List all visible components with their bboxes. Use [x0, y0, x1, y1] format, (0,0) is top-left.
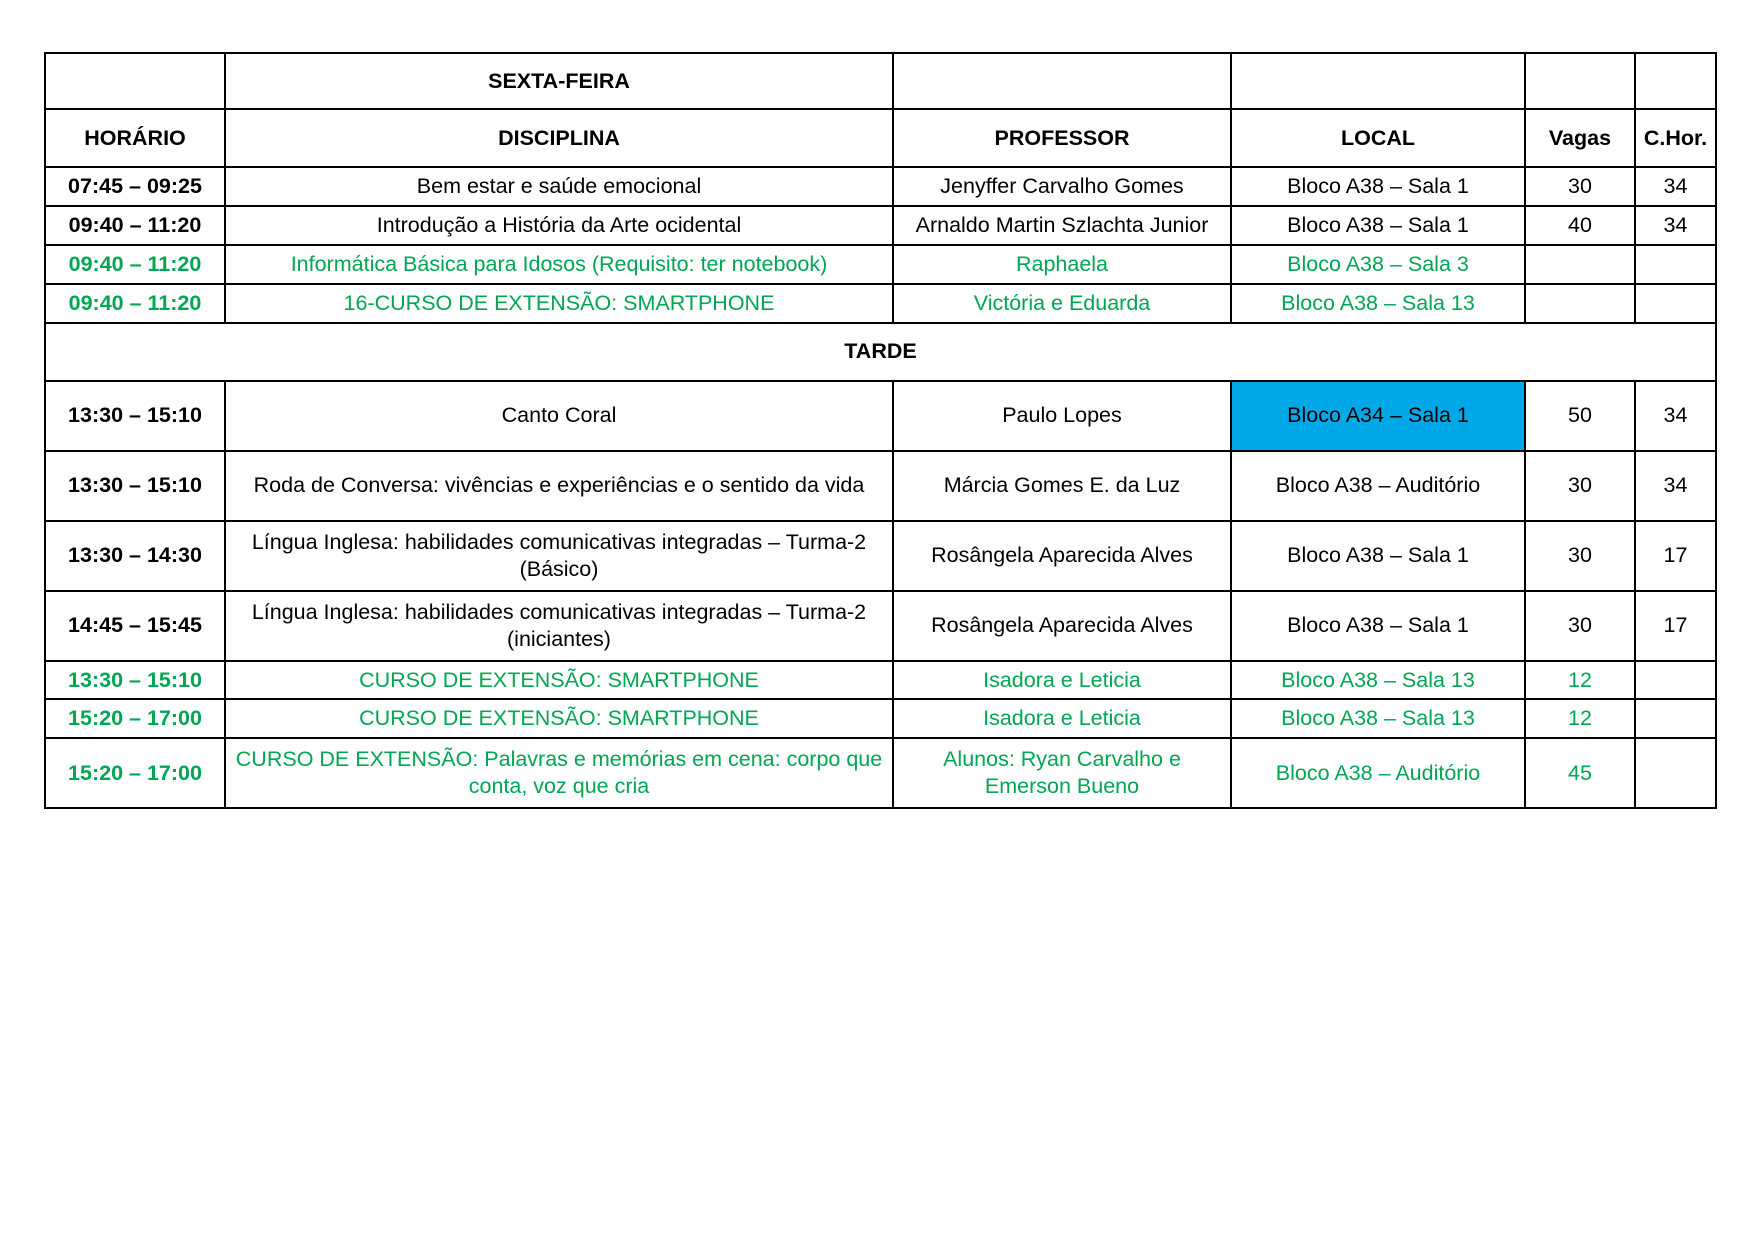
- cell-professor: Rosângela Aparecida Alves: [893, 521, 1231, 591]
- cell-local: Bloco A38 – Sala 1: [1231, 167, 1525, 206]
- cell-professor: Alunos: Ryan Carvalho e Emerson Bueno: [893, 738, 1231, 808]
- cell-horario: 15:20 – 17:00: [45, 738, 225, 808]
- table-row: [45, 521, 1716, 591]
- cell-vagas: 30: [1525, 521, 1635, 591]
- cell-professor: Victória e Eduarda: [893, 284, 1231, 323]
- cell-disciplina: Informática Básica para Idosos (Requisito: ter notebook): [225, 245, 893, 284]
- cell-local: Bloco A38 – Sala 3: [1231, 245, 1525, 284]
- cell-professor: Raphaela: [893, 245, 1231, 284]
- table-row: [45, 591, 1716, 661]
- header-horario: HORÁRIO: [45, 109, 225, 167]
- header-vagas: Vagas: [1525, 109, 1635, 167]
- cell-disciplina: CURSO DE EXTENSÃO: Palavras e memórias em cena: corpo que conta, voz que cria: [225, 738, 893, 808]
- cell-chor: 17: [1635, 591, 1716, 661]
- cell-horario: 15:20 – 17:00: [45, 699, 225, 738]
- cell-horario: 14:45 – 15:45: [45, 591, 225, 661]
- schedule-table-body: [45, 53, 1716, 808]
- cell-disciplina: Canto Coral: [225, 381, 893, 451]
- table-row: [45, 738, 1716, 808]
- cell-horario: 07:45 – 09:25: [45, 167, 225, 206]
- table-row: [45, 245, 1716, 284]
- cell-local-highlighted: Bloco A34 – Sala 1: [1231, 381, 1525, 451]
- cell-local: Bloco A38 – Sala 1: [1231, 521, 1525, 591]
- cell-disciplina: Introdução a História da Arte ocidental: [225, 206, 893, 245]
- day-title-blank-local: [1231, 53, 1525, 109]
- day-title-blank-left: [45, 53, 225, 109]
- table-row: [45, 451, 1716, 521]
- table-row: [45, 699, 1716, 738]
- table-row: [45, 661, 1716, 700]
- cell-professor: Jenyffer Carvalho Gomes: [893, 167, 1231, 206]
- header-disciplina: DISCIPLINA: [225, 109, 893, 167]
- cell-horario: 13:30 – 15:10: [45, 451, 225, 521]
- header-row: [45, 109, 1716, 167]
- cell-disciplina: Roda de Conversa: vivências e experiências e o sentido da vida: [225, 451, 893, 521]
- table-row: [45, 206, 1716, 245]
- day-title-blank-prof: [893, 53, 1231, 109]
- cell-disciplina: Língua Inglesa: habilidades comunicativas integradas – Turma-2 (iniciantes): [225, 591, 893, 661]
- section-title: TARDE: [45, 323, 1716, 381]
- cell-horario: 09:40 – 11:20: [45, 284, 225, 323]
- cell-professor: Márcia Gomes E. da Luz: [893, 451, 1231, 521]
- day-title: SEXTA-FEIRA: [225, 53, 893, 109]
- cell-professor: Paulo Lopes: [893, 381, 1231, 451]
- table-row: [45, 284, 1716, 323]
- cell-disciplina: Bem estar e saúde emocional: [225, 167, 893, 206]
- cell-disciplina: CURSO DE EXTENSÃO: SMARTPHONE: [225, 699, 893, 738]
- cell-disciplina: Língua Inglesa: habilidades comunicativas integradas – Turma-2 (Básico): [225, 521, 893, 591]
- table-row: [45, 381, 1716, 451]
- cell-horario: 09:40 – 11:20: [45, 245, 225, 284]
- cell-chor: [1635, 284, 1716, 323]
- header-local: LOCAL: [1231, 109, 1525, 167]
- header-chor: C.Hor.: [1635, 109, 1716, 167]
- cell-vagas: 12: [1525, 699, 1635, 738]
- cell-disciplina: CURSO DE EXTENSÃO: SMARTPHONE: [225, 661, 893, 700]
- cell-horario: 09:40 – 11:20: [45, 206, 225, 245]
- table-row: [45, 167, 1716, 206]
- cell-vagas: 30: [1525, 451, 1635, 521]
- cell-vagas: 50: [1525, 381, 1635, 451]
- cell-chor: 17: [1635, 521, 1716, 591]
- cell-professor: Arnaldo Martin Szlachta Junior: [893, 206, 1231, 245]
- cell-local: Bloco A38 – Sala 13: [1231, 284, 1525, 323]
- cell-chor: 34: [1635, 167, 1716, 206]
- cell-vagas: 30: [1525, 591, 1635, 661]
- cell-chor: 34: [1635, 206, 1716, 245]
- cell-local: Bloco A38 – Sala 1: [1231, 206, 1525, 245]
- cell-vagas: 40: [1525, 206, 1635, 245]
- cell-local: Bloco A38 – Auditório: [1231, 738, 1525, 808]
- cell-vagas: 30: [1525, 167, 1635, 206]
- cell-local: Bloco A38 – Sala 13: [1231, 661, 1525, 700]
- section-row-tarde: [45, 323, 1716, 381]
- cell-professor: Isadora e Leticia: [893, 661, 1231, 700]
- cell-chor: [1635, 699, 1716, 738]
- cell-horario: 13:30 – 15:10: [45, 381, 225, 451]
- cell-chor: 34: [1635, 381, 1716, 451]
- cell-professor: Isadora e Leticia: [893, 699, 1231, 738]
- cell-horario: 13:30 – 14:30: [45, 521, 225, 591]
- day-title-row: [45, 53, 1716, 109]
- day-title-blank-chor: [1635, 53, 1716, 109]
- cell-chor: 34: [1635, 451, 1716, 521]
- cell-vagas: 12: [1525, 661, 1635, 700]
- cell-horario: 13:30 – 15:10: [45, 661, 225, 700]
- cell-disciplina: 16-CURSO DE EXTENSÃO: SMARTPHONE: [225, 284, 893, 323]
- cell-chor: [1635, 245, 1716, 284]
- cell-chor: [1635, 661, 1716, 700]
- day-title-blank-vagas: [1525, 53, 1635, 109]
- cell-vagas: [1525, 284, 1635, 323]
- cell-vagas: [1525, 245, 1635, 284]
- header-professor: PROFESSOR: [893, 109, 1231, 167]
- cell-local: Bloco A38 – Sala 1: [1231, 591, 1525, 661]
- cell-local: Bloco A38 – Auditório: [1231, 451, 1525, 521]
- cell-chor: [1635, 738, 1716, 808]
- cell-vagas: 45: [1525, 738, 1635, 808]
- schedule-table: [44, 52, 1717, 809]
- cell-professor: Rosângela Aparecida Alves: [893, 591, 1231, 661]
- cell-local: Bloco A38 – Sala 13: [1231, 699, 1525, 738]
